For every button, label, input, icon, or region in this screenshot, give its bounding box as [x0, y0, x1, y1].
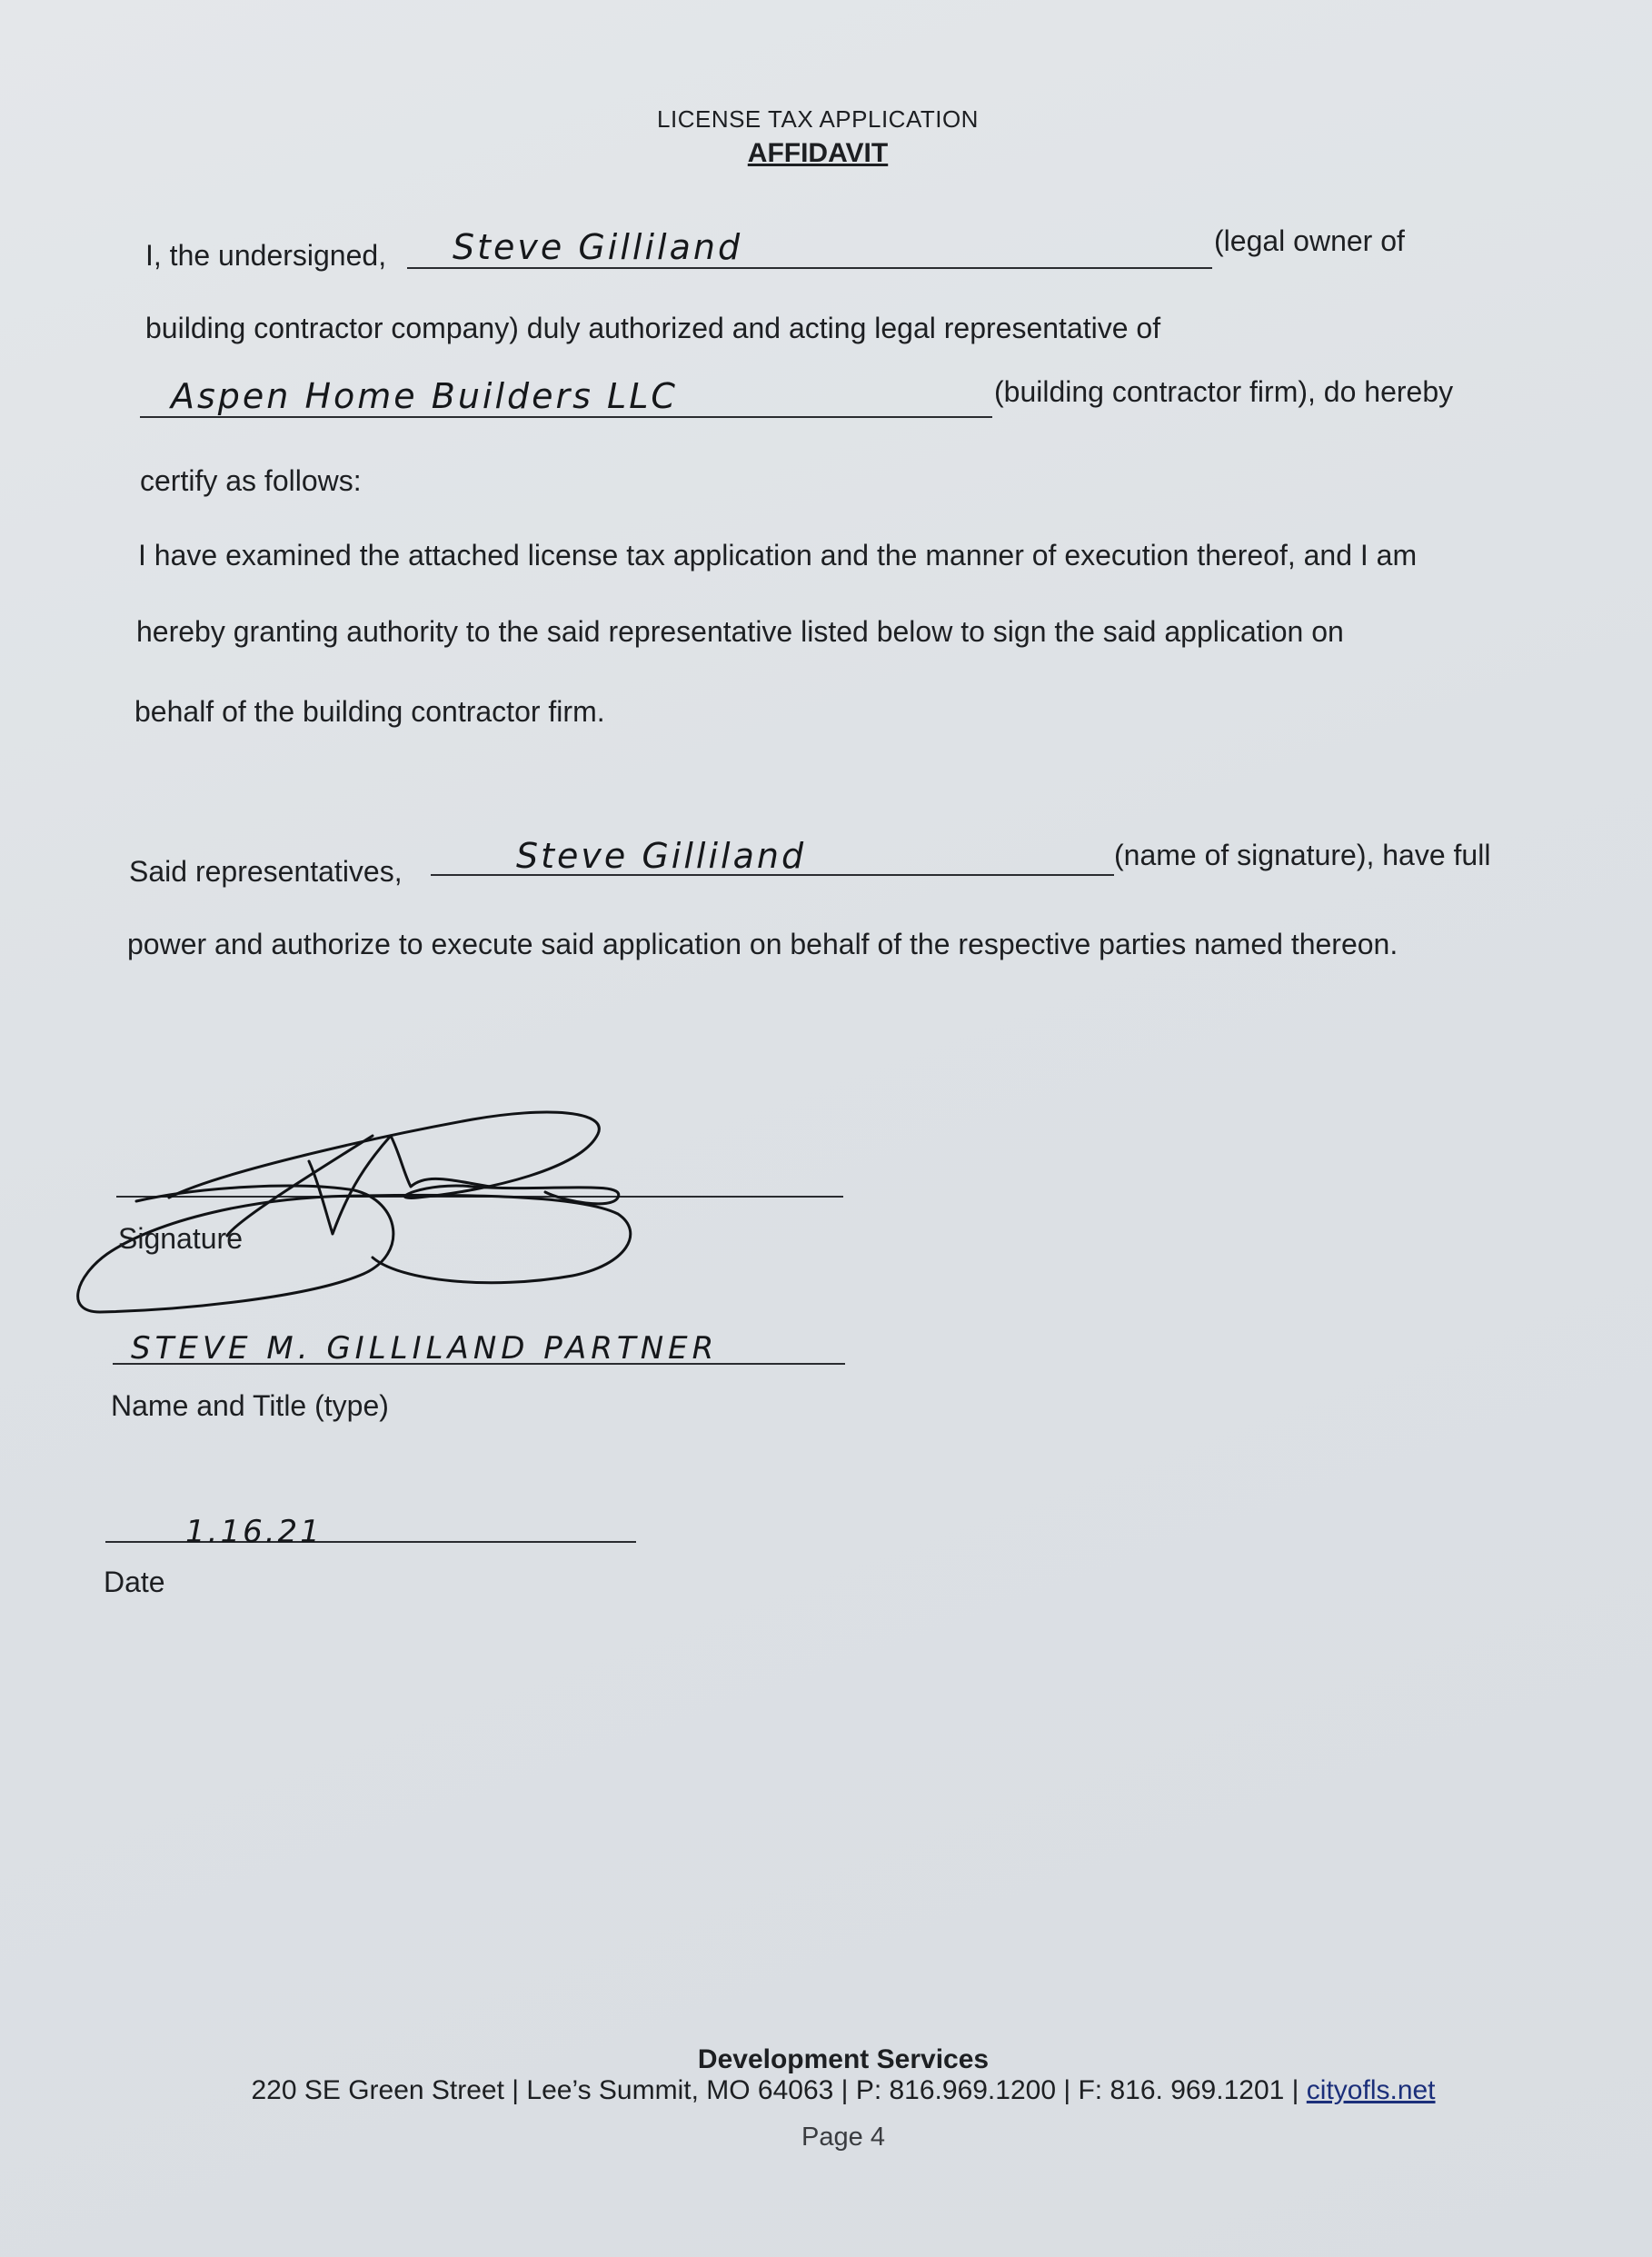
para2-line1: I have examined the attached license tax application and the manner of execution thereof, and I am: [138, 539, 1418, 572]
rep-prefix: Said representatives,: [129, 855, 403, 888]
line2-text: building contractor company) duly authorized and acting legal representative of: [145, 312, 1161, 344]
footer-website-link[interactable]: cityofls.net: [1306, 2075, 1436, 2105]
document-title: AFFIDAVIT: [747, 138, 889, 168]
rep-suffix: (name of signature), have full: [1114, 839, 1491, 871]
para2-line2: hereby granting authority to the said representative listed below to sign the said application on: [136, 615, 1344, 648]
footer-title: Development Services: [697, 2044, 990, 2074]
date-label: Date: [104, 1566, 165, 1598]
rep-line2: power and authorize to execute said application on behalf of the respective parties named thereon.: [127, 928, 1398, 960]
firm-name-handwritten: Aspen Home Builders LLC: [171, 376, 678, 416]
date-handwritten: 1.16.21: [185, 1514, 323, 1550]
owner-name-handwritten: Steve Gilliland: [453, 227, 743, 267]
line1-prefix: I, the undersigned,: [145, 239, 387, 272]
line4-text: certify as follows:: [140, 464, 362, 497]
para2-line3: behalf of the building contractor firm.: [134, 695, 605, 728]
name-title-label: Name and Title (type): [111, 1389, 389, 1422]
footer-page-number: Page 4: [801, 2123, 885, 2152]
footer-address-line: [0, 2075, 1652, 2106]
name-title-handwritten: STEVE M. GILLILAND PARTNER: [131, 1330, 719, 1367]
rep-name-handwritten: Steve Gilliland: [516, 836, 807, 876]
document-subtitle: LICENSE TAX APPLICATION: [657, 105, 979, 133]
line1-suffix: (legal owner of: [1214, 224, 1405, 257]
line3-suffix: (building contractor firm), do hereby: [994, 375, 1454, 408]
signature-label: Signature: [118, 1222, 243, 1255]
footer-address: 220 SE Green Street | Lee’s Summit, MO 64063 | P: 816.969.1200 | F: 816. 969.1201 |: [251, 2075, 1299, 2105]
